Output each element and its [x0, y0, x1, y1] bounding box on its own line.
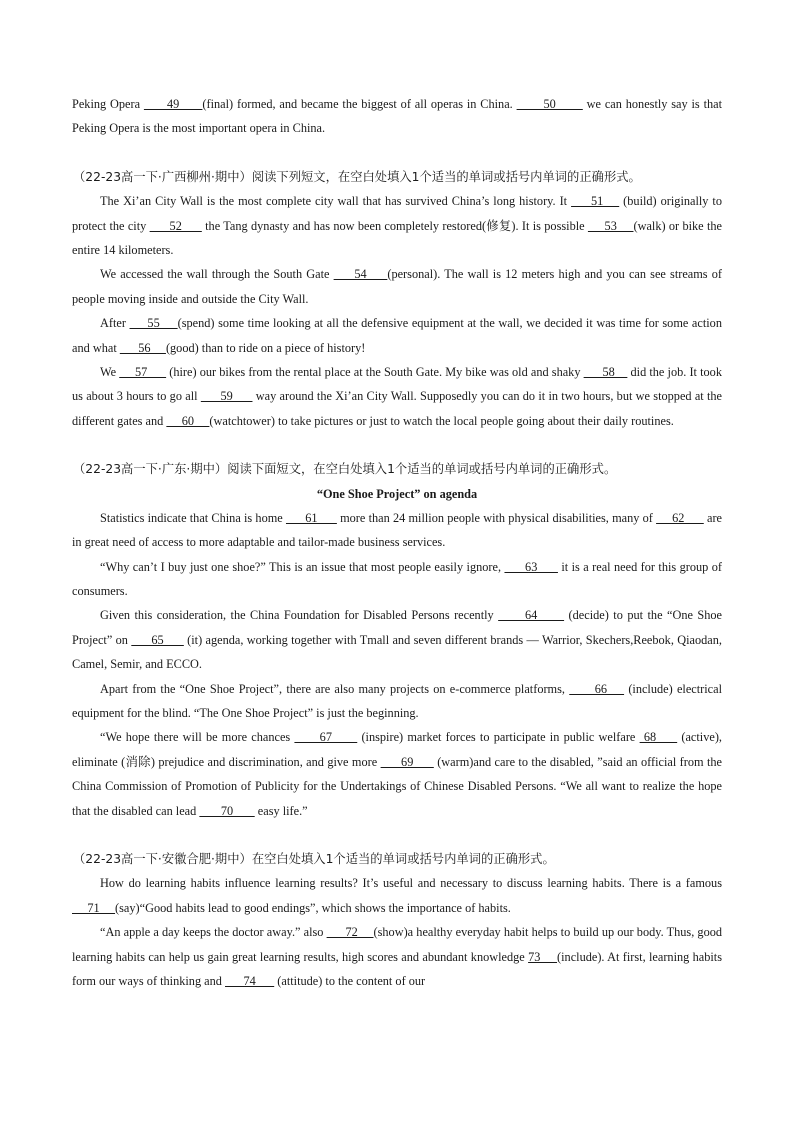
text-run: (inspire) market forces to participate in public welfare — [357, 730, 640, 745]
text-run: are in great need of access to more adaptable and tailor-made business services. — [72, 510, 722, 550]
paragraph — [72, 311, 722, 360]
answer-blank: 59 — [200, 389, 253, 404]
text-run: “An apple a day keeps the doctor away.” also — [100, 925, 327, 940]
text-run: (it) agenda, working together with Tmall and seven different brands — Warrior, Skechers,Reebok, Qiaodan, Camel, Semir, and ECCO. — [72, 632, 722, 672]
text-run: (say)“Good habits lead to good endings”, which shows the importance of habits. — [115, 900, 511, 915]
text-run: more than 24 million people with physical disabilities, many of — [336, 510, 657, 525]
text-run: After — [100, 316, 130, 331]
answer-blank: 58 — [583, 365, 628, 380]
answer-blank: 49 — [143, 97, 203, 111]
text-run: the Tang dynasty and has now been completely restored(修复). It is possible — [201, 218, 588, 233]
paragraph — [72, 677, 722, 726]
text-run: The Xi’an City Wall is the most complete city wall that has survived China’s long history. It — [100, 194, 572, 209]
section-header: （22-23高一下·广西柳州·期中）阅读下列短文，在空白处填入1个适当的单词或括号内单词的正确形式。 — [73, 169, 641, 184]
text-run: way around the Xi’an City Wall. Supposedly you can do it in two hours, but we stopped at the different gates and — [72, 389, 722, 428]
answer-blank: 74 — [225, 974, 275, 988]
section-0 — [72, 92, 722, 141]
answer-blank: 60 — [166, 413, 210, 428]
paragraph — [72, 871, 722, 920]
text-run: (include) electrical equipment for the blind. “The One Shoe Project” is just the beginning. — [72, 681, 722, 720]
text-run: (good) than to ride on a piece of history! — [165, 340, 366, 355]
answer-blank: 72 — [326, 925, 374, 940]
document-page — [72, 92, 722, 993]
answer-blank: 54 — [333, 267, 388, 282]
text-run: (decide) to put the “One Shoe Project” on — [72, 608, 723, 647]
passage-title: “One Shoe Project” on agenda — [316, 486, 478, 501]
text-run: (attitude) to the content of our — [274, 974, 426, 988]
text-run: (spend) some time looking at all the defensive equipment at the wall, we decided it was time for some action and what — [72, 316, 722, 355]
section-1 — [72, 165, 722, 433]
answer-blank: 62 — [656, 510, 704, 525]
paragraph — [72, 506, 722, 555]
paragraph — [72, 920, 722, 993]
paragraph — [72, 725, 722, 823]
paragraph — [72, 360, 722, 433]
text-run: Statistics indicate that China is home — [100, 510, 286, 525]
answer-blank: 64 — [498, 608, 565, 623]
answer-blank: 68 — [639, 730, 678, 745]
answer-blank: 65 — [131, 632, 184, 647]
answer-blank: 52 — [149, 218, 202, 233]
text-run: did the job. It took us about 3 hours to go all — [72, 365, 722, 404]
text-run: (final) formed, and became the biggest of all operas in China. — [202, 97, 517, 111]
paragraph — [72, 262, 722, 311]
text-run: (walk) or bike the entire 14 kilometers. — [72, 218, 722, 258]
paragraph — [72, 555, 722, 604]
text-run: (build) originally to protect the city — [72, 194, 722, 233]
text-run: We — [100, 365, 120, 380]
answer-blank: 63 — [504, 559, 558, 574]
text-run: Peking Opera — [72, 97, 144, 111]
section-header: （22-23高一下·安徽合肥·期中）在空白处填入1个适当的单词或括号内单词的正确形式。 — [73, 851, 555, 866]
text-run: (hire) our bikes from the rental place at the South Gate. My bike was old and shaky — [166, 365, 584, 380]
answer-blank: 67 — [294, 730, 358, 745]
text-run: How do learning habits influence learning results? It’s useful and necessary to discuss learning habits. There is a famous — [100, 876, 722, 891]
text-run: (warm)and care to the disabled, ”said an official from the China Commission of Promotion of Publicity for the Undertakings of Chinese Disabled Persons. “We all want to realize the hope that the disabled can lead — [72, 754, 723, 818]
section-header: （22-23高一下·广东·期中）阅读下面短文，在空白处填入1个适当的单词或括号内单词的正确形式。 — [73, 462, 617, 477]
paragraph — [72, 92, 722, 141]
paragraph — [72, 603, 722, 676]
answer-blank: 66 — [569, 681, 625, 696]
text-run: we can honestly say is that Peking Opera is the most important opera in China. — [72, 97, 723, 136]
text-run: “Why can’t I buy just one shoe?” This is an issue that most people easily ignore, — [100, 559, 505, 574]
answer-blank: 53 — [587, 218, 634, 233]
section-2 — [72, 457, 722, 823]
answer-blank: 57 — [119, 365, 167, 380]
answer-blank: 61 — [285, 510, 337, 525]
answer-blank: 69 — [380, 754, 434, 769]
text-run: it is a real need for this group of consumers. — [72, 559, 722, 598]
text-run: (include). At first, learning habits form our ways of thinking and — [72, 949, 722, 988]
text-run: We accessed the wall through the South Gate — [100, 267, 334, 282]
answer-blank: 73 — [528, 949, 558, 964]
answer-blank: 56 — [119, 340, 166, 355]
paragraph — [72, 189, 722, 262]
text-run: (personal). The wall is 12 meters high and you can see streams of people moving inside and outside the City Wall. — [72, 267, 722, 306]
answer-blank: 71 — [72, 900, 116, 915]
answer-blank: 55 — [129, 316, 178, 331]
text-run: (show)a healthy everyday habit helps to build up our body. Thus, good learning habits can help us gain great learning results, high scores and abundant knowledge — [72, 925, 723, 964]
answer-blank: 50 — [516, 97, 583, 111]
text-run: (watchtower) to take pictures or just to watch the local people going about their daily routines. — [209, 413, 674, 428]
text-run: “We hope there will be more chances — [100, 730, 295, 745]
answer-blank: 51 — [571, 194, 620, 209]
text-run: easy life.” — [254, 803, 308, 818]
answer-blank: 70 — [199, 803, 255, 818]
text-run: (active), eliminate (消除) prejudice and discrimination, and give more — [72, 730, 723, 769]
text-run: Apart from the “One Shoe Project”, there are also many projects on e-commerce platforms, — [100, 681, 570, 696]
section-3 — [72, 847, 722, 993]
text-run: Given this consideration, the China Foundation for Disabled Persons recently — [100, 608, 499, 623]
